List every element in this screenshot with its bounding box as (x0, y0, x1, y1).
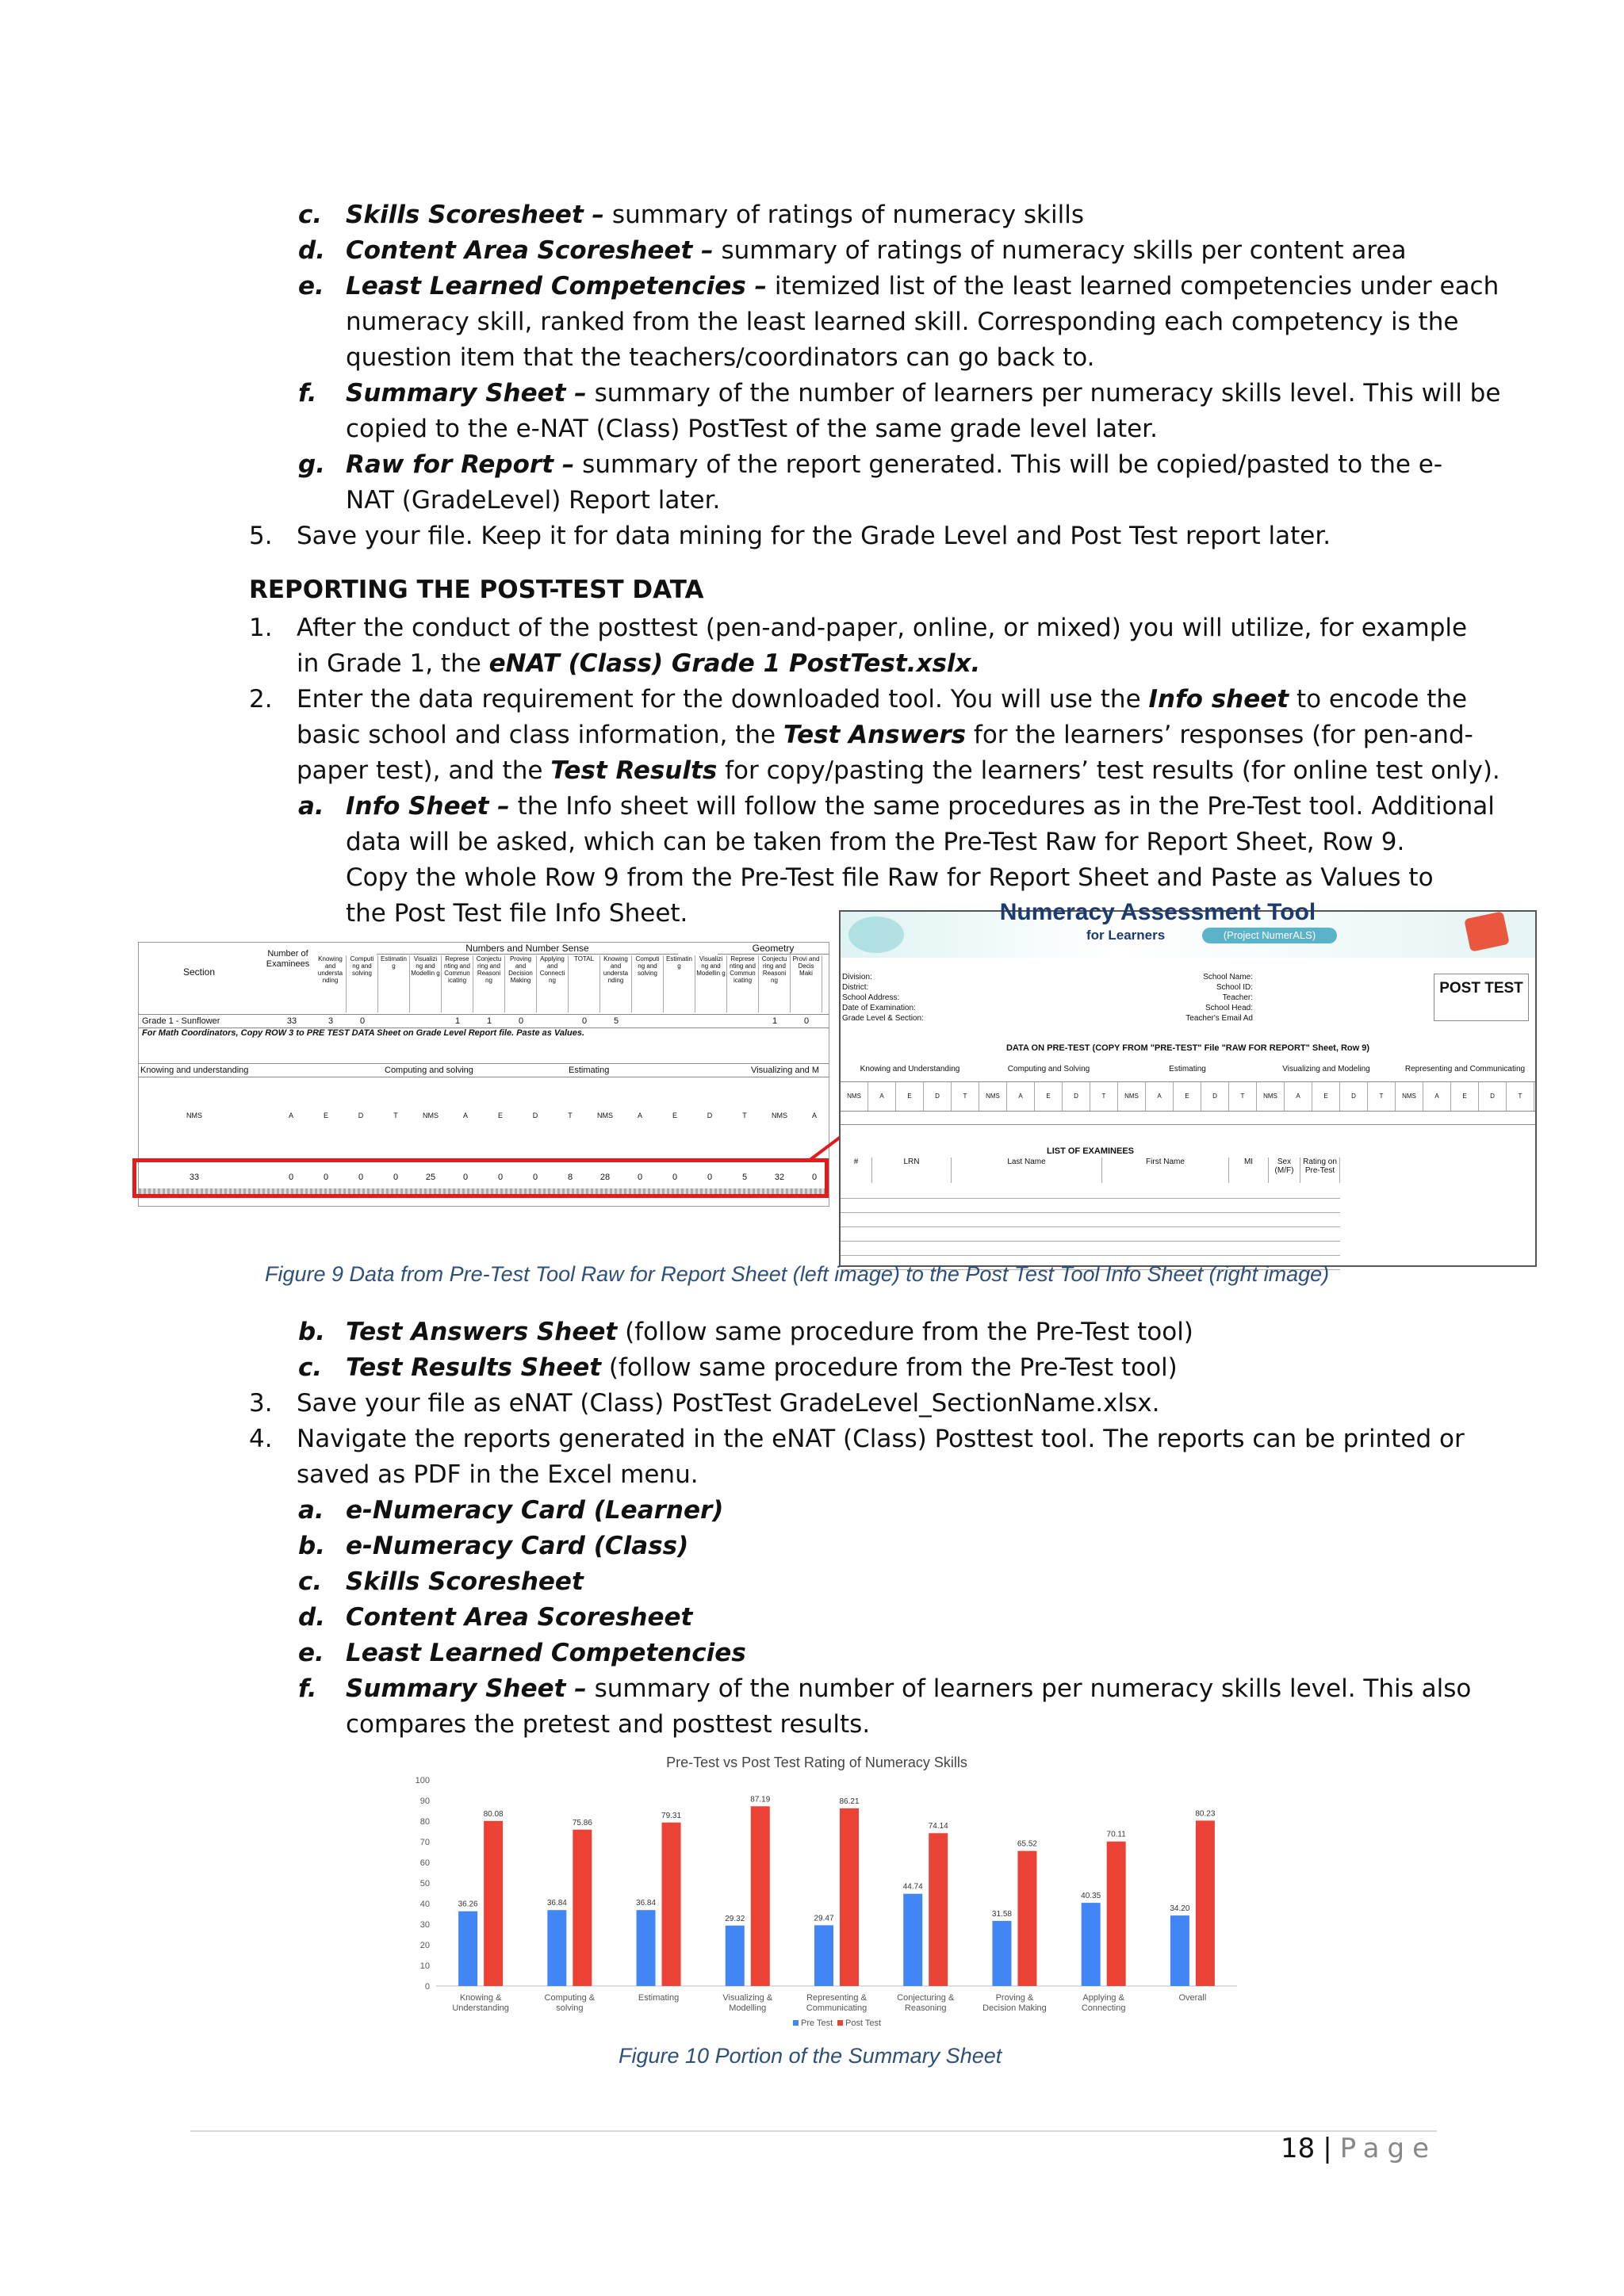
step-2a-cont3: the Post Test file Info Sheet. (346, 899, 688, 928)
footer-separator: | (1323, 2133, 1332, 2164)
column-header: Computi ng and solving (347, 955, 378, 1012)
page-footer (1281, 2133, 1437, 2164)
hdr-section: Section (182, 966, 216, 978)
y-tick-label: 30 (419, 1920, 430, 1930)
table-cell: 0 (359, 1016, 366, 1026)
column-header: Conjectu ring and Reasoni ng (759, 955, 791, 1012)
data-label: 70.11 (1106, 1830, 1126, 1839)
x-tick-label: Overall (1178, 1993, 1207, 2003)
info-field-label: Date of Examination: (842, 1004, 916, 1012)
hdr-number-examinees: Number of Examinees (266, 949, 310, 969)
subheader-cell: E (323, 1112, 328, 1119)
bar-posttest (751, 1806, 770, 1986)
bar-posttest (484, 1821, 503, 1986)
report-item-b: b. e-Numeracy Card (Class) (298, 1532, 689, 1560)
page-number: 18 (1280, 2133, 1316, 2164)
bar-pretest (637, 1910, 656, 1986)
subheader-cell: NMS (1118, 1082, 1146, 1111)
column-header: Knowing and understa nding (600, 955, 632, 1012)
subheader-cell: T (393, 1112, 398, 1119)
value-cell: 0 (811, 1173, 818, 1182)
list-column-header: Last Name (952, 1158, 1102, 1183)
bar-posttest (1017, 1851, 1036, 1986)
bar-posttest (573, 1830, 592, 1986)
data-label: 36.26 (458, 1900, 478, 1909)
figure-9-caption: Figure 9 Data from Pre-Test Tool Raw for Report Sheet (left image) to the Post Test Tool Info Sheet (right image) (265, 1262, 1330, 1286)
table-cell: 0 (581, 1016, 588, 1026)
list-column-header: # (841, 1158, 872, 1183)
hdr-group-geometry: Geometry (718, 943, 829, 955)
list-row (841, 1213, 1340, 1227)
tool-title: Numeracy Assessment Tool (999, 899, 1316, 925)
data-label: 34.20 (1170, 1904, 1190, 1914)
pretest-data-title: DATA ON PRE-TEST (COPY FROM "PRE-TEST" File "RAW FOR REPORT" Sheet, Row 9) (1005, 1043, 1370, 1053)
calculator-icon (1464, 911, 1510, 951)
subheader-cell: D (1340, 1082, 1368, 1111)
y-tick-label: 60 (419, 1858, 430, 1868)
info-field-label: District: (842, 983, 869, 992)
column-header: TOTAL (569, 955, 600, 1012)
list-examinees-title: LIST OF EXAMINEES (1046, 1146, 1134, 1156)
table-cell (378, 1015, 410, 1027)
info-field-label: Teacher: (1222, 993, 1253, 1002)
bar-pretest (1170, 1915, 1189, 1986)
hdr-group-numbers: Numbers and Number Sense (377, 943, 678, 955)
tool-banner (841, 899, 1535, 958)
subheader-cell: A (868, 1082, 896, 1111)
column-header: Visualizi ng and Modellin g (410, 955, 442, 1012)
data-label: 74.14 (928, 1822, 948, 1831)
x-tick-label-cont: Understanding (452, 2003, 509, 2013)
coordinator-note: For Math Coordinators, Copy ROW 3 to PRE TEST DATA Sheet on Grade Level Report file. Paste as Values. (142, 1028, 585, 1038)
report-item-f: f. Summary Sheet – summary of the number of learners per numeracy skills level. This also (298, 1674, 1472, 1703)
data-label: 79.31 (661, 1811, 682, 1820)
bar-pretest (726, 1926, 745, 1986)
legend-swatch (837, 2020, 843, 2026)
subheader-cell: NMS (1396, 1082, 1423, 1111)
y-tick-label: 0 (424, 1982, 430, 1992)
subheader-cell: D (1201, 1082, 1229, 1111)
subheader-cell: NMS (841, 1082, 868, 1111)
bar-pretest (458, 1911, 477, 1986)
skill-header: Estimating (569, 1066, 610, 1075)
subheader-cell: A (1007, 1082, 1035, 1111)
data-label: 29.47 (814, 1914, 834, 1923)
list-row (841, 1242, 1340, 1256)
list-item-g: g. Raw for Report – summary of the report generated. This will be copied/pasted to the e- (298, 450, 1443, 479)
report-item-a: a. e-Numeracy Card (Learner) (298, 1496, 724, 1525)
y-tick-label: 40 (419, 1900, 430, 1909)
bar-pretest (814, 1925, 833, 1986)
subheader-cell: E (1174, 1082, 1201, 1111)
footer-page-label: Page (1339, 2133, 1437, 2164)
column-header: Estimatin g (378, 955, 410, 1012)
footer-divider (190, 2130, 1437, 2132)
bar-posttest (1107, 1842, 1126, 1986)
summary-bar-chart (396, 1748, 1237, 2049)
x-tick-label-cont: Modelling (729, 2003, 767, 2013)
list-item-c: c. Skills Scoresheet – summary of ratings of numeracy skills (298, 201, 1085, 229)
info-field-label: School ID: (1216, 983, 1253, 992)
column-header: Computi ng and solving (632, 955, 664, 1012)
data-label: 65.52 (1017, 1839, 1037, 1849)
table-cell (410, 1015, 442, 1027)
legend-swatch (793, 2020, 799, 2026)
skill-header: Representing and Communicating (1404, 1065, 1526, 1073)
subheader-cell: A (288, 1112, 293, 1119)
step-2-cont1: basic school and class information, the Test Answers for the learners’ responses (for pen-and- (297, 721, 1473, 749)
subheader-cell: T (568, 1112, 573, 1119)
subheader-cell: T (742, 1112, 747, 1119)
y-tick-label: 80 (419, 1817, 430, 1827)
report-item-d: d. Content Area Scoresheet (298, 1603, 693, 1632)
step-2: 2. Enter the data requirement for the downloaded tool. You will use the Info sheet to encode the (249, 685, 1468, 714)
data-label: 36.84 (546, 1899, 567, 1908)
value-cell: 0 (323, 1173, 329, 1182)
subheader-cell: NMS (597, 1112, 613, 1119)
column-header: Proving and Decision Making (505, 955, 537, 1012)
list-column-header: First Name (1102, 1158, 1229, 1183)
subheader-cell: A (1285, 1082, 1312, 1111)
column-header: Provi and Decis Maki (791, 955, 822, 1012)
value-cell: 0 (532, 1173, 538, 1182)
value-cell: 0 (393, 1173, 399, 1182)
list-column-header: Sex (M/F) (1269, 1158, 1300, 1183)
list-row (841, 1184, 1340, 1199)
x-tick-label: Conjecturing & (897, 1993, 955, 2003)
info-field-label: Grade Level & Section: (842, 1014, 924, 1023)
bar-pretest (1082, 1903, 1101, 1986)
subheader-cell: A (637, 1112, 642, 1119)
tool-subtitle: for Learners (1086, 928, 1166, 943)
x-tick-label: Proving & (995, 1993, 1034, 2003)
list-row (841, 1227, 1340, 1242)
value-cell: 5 (741, 1173, 748, 1182)
subheader-cell: D (707, 1112, 713, 1119)
table-cell (632, 1015, 664, 1027)
subheader-cell: A (1423, 1082, 1451, 1111)
list-item-e-cont2: question item that the teachers/coordinators can go back to. (346, 343, 1095, 372)
data-label: 86.21 (839, 1797, 860, 1806)
info-field-label: School Address: (842, 993, 900, 1002)
table-cell: 0 (803, 1016, 810, 1026)
x-tick-label-cont: Communicating (806, 2003, 868, 2013)
legend-label: Post Test (845, 2019, 882, 2028)
column-header: Conjectu ring and Reasoni ng (473, 955, 505, 1012)
column-header: Represe nting and Commun icating (442, 955, 473, 1012)
skill-header: Computing and Solving (1007, 1065, 1090, 1073)
list-item-f-cont: copied to the e-NAT (Class) PostTest of the same grade level later. (346, 415, 1158, 443)
subheader-cell: D (532, 1112, 538, 1119)
x-tick-label: Knowing & (459, 1993, 502, 2003)
y-tick-label: 50 (419, 1879, 430, 1888)
value-cell: 33 (189, 1173, 200, 1182)
data-label: 80.23 (1195, 1809, 1216, 1819)
subheader-cell: E (896, 1082, 924, 1111)
step-2-cont2: paper test), and the Test Results for copy/pasting the learners’ test results (for online test only). (297, 756, 1500, 785)
list-item-e: e. Least Learned Competencies – itemized list of the least learned competencies under each (298, 272, 1500, 300)
report-item-f-cont: compares the pretest and posttest results. (346, 1710, 871, 1739)
step-1-cont: in Grade 1, the eNAT (Class) Grade 1 PostTest.xslx. (297, 649, 981, 678)
bar-posttest (662, 1823, 681, 1986)
subheader-cell: E (497, 1112, 503, 1119)
list-item-d: d. Content Area Scoresheet – summary of ratings of numeracy skills per content area (298, 236, 1407, 265)
step-3: 3. Save your file as eNAT (Class) PostTest GradeLevel_SectionName.xlsx. (249, 1389, 1160, 1418)
column-header: Represe nting and Commun icating (727, 955, 759, 1012)
value-cell: 25 (425, 1173, 436, 1182)
step-2a-cont1: data will be asked, which can be taken from the Pre-Test Raw for Report Sheet, Row 9. (346, 828, 1405, 856)
subheader-cell: NMS (423, 1112, 439, 1119)
list-item-c2: c. Test Results Sheet (follow same procedure from the Pre-Test tool) (298, 1353, 1178, 1382)
data-label: 31.58 (991, 1909, 1012, 1919)
table-cell: 1 (454, 1016, 461, 1026)
data-label: 44.74 (902, 1882, 923, 1892)
table-cell: 3 (327, 1016, 334, 1026)
value-cell: 0 (358, 1173, 364, 1182)
table-cell: 5 (613, 1016, 619, 1026)
bar-pretest (992, 1921, 1011, 1986)
skill-header: Visualizing and Modeling (1282, 1065, 1370, 1073)
post-test-label: POST TEST (1434, 974, 1529, 1021)
table-cell: Grade 1 - Sunflower (142, 1016, 220, 1026)
skill-header: Knowing and Understanding (860, 1065, 960, 1073)
list-column-header: LRN (872, 1158, 952, 1183)
x-tick-label-cont: solving (556, 2003, 584, 2013)
x-tick-label: Representing & (806, 1993, 867, 2003)
subheader-cell: T (1368, 1082, 1396, 1111)
x-tick-label: Estimating (638, 1993, 680, 2003)
chart-title: Pre-Test vs Post Test Rating of Numeracy Skills (666, 1755, 967, 1770)
column-header: Knowing and understa nding (315, 955, 347, 1012)
figure-9-left-image (138, 942, 829, 1207)
skill-header: Computing and solving (385, 1066, 473, 1075)
value-cell: 28 (599, 1173, 611, 1182)
subheader-cell: A (462, 1112, 468, 1119)
bar-posttest (929, 1833, 948, 1986)
subheader-cell: T (952, 1082, 979, 1111)
x-tick-label: Computing & (544, 1993, 596, 2003)
value-cell: 0 (707, 1173, 713, 1182)
subheader-cell: NMS (186, 1112, 202, 1119)
subheader-cell: E (1035, 1082, 1063, 1111)
column-header: Visualizi ng and Modellin g (695, 955, 727, 1012)
report-item-e: e. Least Learned Competencies (298, 1639, 746, 1667)
legend-label: Pre Test (801, 2019, 833, 2028)
data-label: 40.35 (1081, 1892, 1101, 1901)
figure-10-caption: Figure 10 Portion of the Summary Sheet (619, 2044, 1002, 2068)
bar-pretest (547, 1910, 566, 1986)
x-tick-label: Applying & (1082, 1993, 1124, 2003)
table-cell (537, 1015, 569, 1027)
column-header: Applying and Connecti ng (537, 955, 569, 1012)
list-item-f: f. Summary Sheet – summary of the number of learners per numeracy skills level. This will be (298, 379, 1501, 408)
table-cell (664, 1015, 695, 1027)
value-cell: 0 (462, 1173, 469, 1182)
section-heading: REPORTING THE POST-TEST DATA (249, 576, 704, 604)
bar-posttest (840, 1808, 859, 1986)
info-field-label: Teacher's Email Ad (1185, 1014, 1253, 1023)
step-4-cont: saved as PDF in the Excel menu. (297, 1460, 699, 1489)
bar-posttest (1196, 1820, 1215, 1986)
info-field-label: School Name: (1203, 973, 1253, 982)
step-2a-cont2: Copy the whole Row 9 from the Pre-Test file Raw for Report Sheet and Paste as Values to (346, 863, 1434, 892)
data-label: 87.19 (750, 1795, 771, 1804)
table-cell: 1 (772, 1016, 778, 1026)
y-tick-label: 10 (419, 1961, 430, 1971)
step-1: 1. After the conduct of the posttest (pen-and-paper, online, or mixed) you will utilize, for example (249, 614, 1468, 642)
step-4: 4. Navigate the reports generated in the eNAT (Class) Posttest tool. The reports can be printed or (249, 1425, 1465, 1453)
x-tick-label: Visualizing & (722, 1993, 773, 2003)
subheader-cell: D (1479, 1082, 1507, 1111)
list-column-header: Rating on Pre-Test (1300, 1158, 1340, 1183)
subheader-cell: D (358, 1112, 364, 1119)
data-label: 29.32 (725, 1914, 745, 1923)
skill-header: Estimating (1169, 1065, 1206, 1073)
value-cell: 0 (497, 1173, 504, 1182)
pretest-data-row (841, 1110, 1535, 1125)
data-label: 75.86 (572, 1818, 592, 1827)
subheader-cell: A (811, 1112, 817, 1119)
info-field-label: Division: (842, 973, 872, 982)
value-cell: 0 (637, 1173, 643, 1182)
list-item-e-cont1: numeracy skill, ranked from the least learned skill. Corresponding each competency is the (346, 308, 1459, 336)
banner-decor (848, 916, 904, 953)
value-cell: 32 (774, 1173, 785, 1182)
table-cell: 33 (286, 1016, 297, 1026)
subheader-cell: E (1451, 1082, 1479, 1111)
value-cell: 0 (288, 1173, 294, 1182)
table-cell (727, 1015, 759, 1027)
subheader-cell: T (1090, 1082, 1118, 1111)
table-cell (695, 1015, 727, 1027)
y-tick-label: 20 (419, 1941, 430, 1950)
subheader-cell: D (924, 1082, 952, 1111)
row-9-highlight (132, 1158, 829, 1198)
table-cell: 1 (486, 1016, 492, 1026)
subheader-cell: NMS (1257, 1082, 1285, 1111)
subheader-cell: NMS (979, 1082, 1007, 1111)
skill-header: Knowing and understanding (140, 1066, 249, 1075)
y-tick-label: 90 (419, 1797, 430, 1806)
subheader-cell: E (1312, 1082, 1340, 1111)
subheader-cell: NMS (772, 1112, 787, 1119)
list-column-header: MI (1229, 1158, 1269, 1183)
list-item-g-cont: NAT (GradeLevel) Report later. (346, 486, 721, 515)
figure-9-right-image (839, 899, 1537, 1267)
x-tick-label-cont: Decision Making (982, 2003, 1047, 2013)
value-cell: 8 (567, 1173, 573, 1182)
subheader-cell: A (1146, 1082, 1174, 1111)
skill-header: Visualizing and M (751, 1066, 820, 1075)
bar-pretest (903, 1894, 922, 1986)
table-cell: 0 (518, 1016, 524, 1026)
data-label: 36.84 (636, 1899, 657, 1908)
column-header: Estimatin g (664, 955, 695, 1012)
subheader-cell: T (1507, 1082, 1534, 1111)
y-tick-label: 100 (415, 1776, 430, 1785)
step-5: 5. Save your file. Keep it for data mining for the Grade Level and Post Test report later. (249, 522, 1331, 550)
value-cell: 0 (672, 1173, 678, 1182)
subheader-cell: D (1063, 1082, 1090, 1111)
project-badge: (Project NumerALS) (1202, 928, 1337, 943)
report-item-c: c. Skills Scoresheet (298, 1567, 584, 1596)
data-label: 80.08 (483, 1809, 504, 1819)
x-tick-label-cont: Connecting (1081, 2003, 1126, 2013)
step-2a: a. Info Sheet – the Info sheet will follow the same procedures as in the Pre-Test tool. Additional (298, 792, 1495, 821)
subheader-cell: E (672, 1112, 677, 1119)
subheader-cell: T (1229, 1082, 1257, 1111)
info-field-label: School Head: (1205, 1004, 1253, 1012)
y-tick-label: 70 (419, 1838, 430, 1847)
list-item-b: b. Test Answers Sheet (follow same procedure from the Pre-Test tool) (298, 1318, 1193, 1346)
list-row (841, 1199, 1340, 1213)
x-tick-label-cont: Reasoning (904, 2003, 947, 2013)
